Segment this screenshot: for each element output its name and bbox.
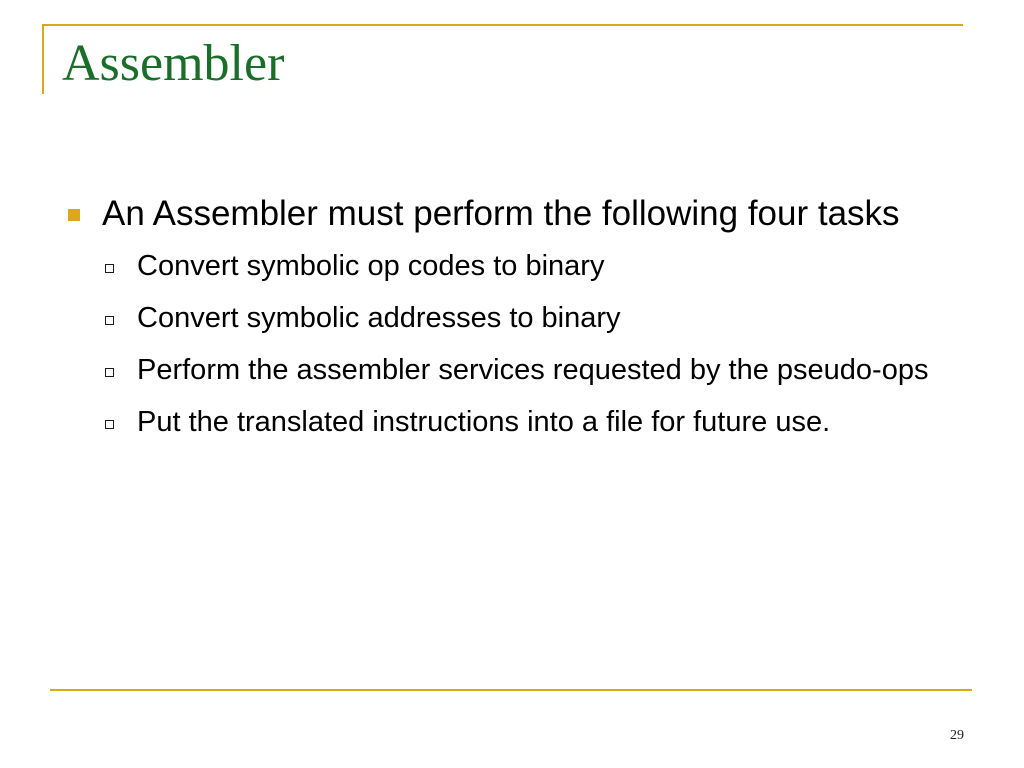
page-number: 29 — [950, 728, 964, 743]
square-bullet-icon — [68, 209, 80, 221]
sub-bullet-point — [60, 248, 970, 284]
hollow-square-bullet-icon — [105, 420, 114, 429]
title-frame-top-rule — [42, 24, 963, 26]
sub-point-text: Convert symbolic addresses to binary — [137, 302, 621, 334]
sub-point-text: Convert symbolic op codes to binary — [137, 250, 605, 282]
footer-rule — [50, 689, 972, 691]
title-frame-left-rule — [42, 24, 44, 94]
hollow-square-bullet-icon — [105, 316, 114, 325]
sub-point-text: Perform the assembler services requested by the pseudo-ops — [137, 354, 929, 386]
main-point-text: An Assembler must perform the following four tasks — [102, 194, 900, 233]
sub-bullet-point — [60, 300, 970, 336]
slide-title: Assembler — [62, 35, 285, 92]
slide-body — [60, 190, 970, 456]
main-bullet-point — [60, 190, 970, 238]
hollow-square-bullet-icon — [105, 368, 114, 377]
sub-bullet-point — [60, 404, 970, 440]
sub-bullet-list — [60, 248, 970, 440]
sub-bullet-point — [60, 352, 970, 388]
sub-point-text: Put the translated instructions into a file for future use. — [137, 406, 831, 438]
hollow-square-bullet-icon — [105, 264, 114, 273]
